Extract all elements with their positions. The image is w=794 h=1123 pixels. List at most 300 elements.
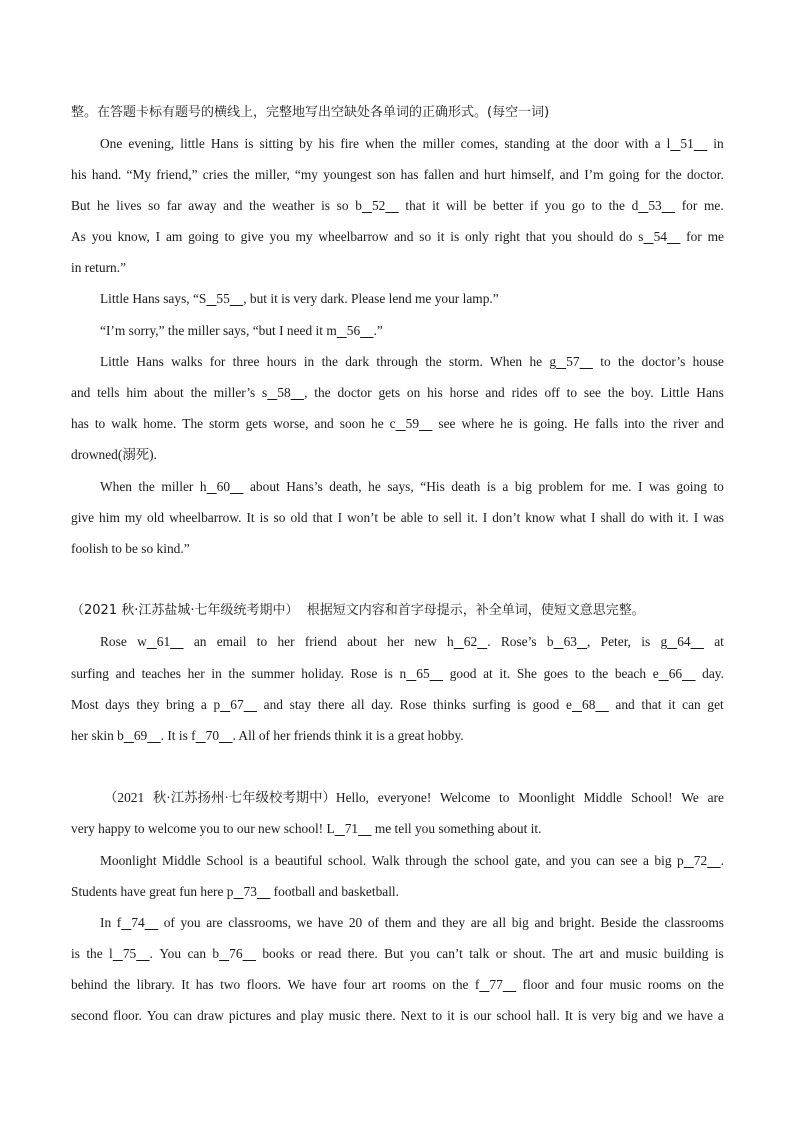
word: I (337, 510, 343, 525)
word: you (551, 229, 572, 244)
word: When (100, 479, 132, 494)
word: beautiful (274, 853, 323, 868)
word: all (492, 915, 507, 930)
word: day. (702, 666, 724, 681)
word: and (263, 697, 283, 712)
word: wheelbarrow (318, 229, 389, 244)
word: a (642, 853, 649, 868)
word: home. (143, 416, 177, 431)
blank-underline (257, 884, 270, 899)
blank-underline (335, 821, 345, 836)
word: me (707, 229, 724, 244)
text-line (71, 1006, 724, 1026)
word: so (148, 198, 161, 213)
word: Next (400, 1008, 427, 1023)
line-text: drowned(溺死). (71, 447, 157, 462)
word: good (532, 697, 560, 712)
word: give (71, 510, 95, 525)
word: classrooms, (228, 915, 292, 930)
blank-underline (396, 416, 406, 431)
word: the (642, 915, 659, 930)
word: to (713, 479, 724, 494)
word: the (607, 385, 625, 400)
word: her (277, 634, 295, 649)
blank-underline (219, 728, 232, 743)
word: thinks (433, 697, 466, 712)
word: horse (449, 385, 479, 400)
word: She (516, 666, 537, 681)
word: should (577, 229, 614, 244)
blank-underline (291, 385, 304, 400)
text-line (100, 134, 724, 154)
word: with (624, 136, 649, 151)
word: he (529, 354, 543, 369)
word: go (571, 198, 585, 213)
word: shout. (513, 946, 546, 961)
word: it (437, 229, 445, 244)
word: give (240, 229, 264, 244)
line-text: Students have great fun here p 73 football and basketball. (71, 884, 399, 899)
word: stay (289, 697, 312, 712)
word: and (545, 853, 566, 868)
word: he (371, 416, 384, 431)
word: him (99, 510, 120, 525)
word: is (486, 479, 496, 494)
word: is (714, 946, 724, 961)
word: and (559, 167, 579, 182)
word: l 51 (667, 134, 708, 154)
word: only (465, 229, 489, 244)
word: on (432, 977, 446, 992)
text-line (104, 788, 724, 808)
word: to (566, 385, 578, 400)
word: Walk (371, 853, 400, 868)
word: the (228, 666, 245, 681)
word: to (224, 229, 235, 244)
word: three (232, 354, 260, 369)
word: are (707, 790, 724, 805)
word: Rose (350, 666, 378, 681)
word: you (91, 229, 112, 244)
word: see (583, 385, 602, 400)
line-text: her skin b 69 . It is f 70 . All of her friends think it is a great hobby. (71, 728, 464, 743)
word: surfing (71, 666, 109, 681)
word: four (343, 977, 366, 992)
word: you (180, 915, 201, 930)
word: “My (126, 167, 152, 182)
word: floor (522, 977, 549, 992)
word: on (406, 385, 421, 400)
word: him (126, 385, 148, 400)
word: falls (595, 416, 619, 431)
word: and (394, 229, 414, 244)
word: sell (443, 510, 463, 525)
word: it. (467, 510, 478, 525)
word: far (166, 198, 182, 213)
word: to (574, 666, 586, 681)
word: so (273, 510, 286, 525)
blank-underline (667, 229, 680, 244)
blank-underline (230, 479, 243, 494)
word: He (573, 416, 590, 431)
word: on (687, 977, 702, 992)
blank-underline (454, 634, 464, 649)
word: and (642, 1008, 663, 1023)
blank-underline (419, 416, 432, 431)
blank-underline (147, 728, 160, 743)
word: and (615, 697, 635, 712)
text-line (71, 819, 724, 839)
word: his (318, 136, 335, 151)
line-text: “I’m sorry,” the miller says, “but I need it m 56 .” (100, 323, 383, 338)
word: miller’s (213, 385, 256, 400)
word: or (300, 946, 312, 961)
blank-underline (145, 915, 158, 930)
word: has (400, 167, 419, 182)
blank-underline (136, 946, 149, 961)
word: play (300, 1008, 324, 1023)
blank-underline (682, 666, 695, 681)
word: off (544, 385, 560, 400)
word: dark (345, 354, 370, 369)
word: and (223, 198, 243, 213)
word: cries (202, 167, 229, 182)
word: to (431, 1008, 443, 1023)
word: to (94, 416, 106, 431)
word: the (400, 136, 417, 151)
word: the (113, 977, 131, 992)
word: the (249, 198, 266, 213)
word: school. (327, 853, 367, 868)
word: for (589, 479, 606, 494)
word: there (317, 697, 345, 712)
word: d 53 (632, 196, 676, 216)
word: be (383, 510, 396, 525)
word: going. (533, 416, 568, 431)
word: wheelbarrow. (169, 510, 242, 525)
word: email (216, 634, 247, 649)
word: am (165, 229, 183, 244)
word: But (71, 198, 91, 213)
word: hand. (91, 167, 122, 182)
word: e 66 (653, 664, 696, 684)
word: the (138, 479, 155, 494)
word: at (714, 634, 724, 649)
word: It (181, 977, 190, 992)
text-line (71, 695, 724, 715)
word: big (511, 915, 529, 930)
word: through (405, 853, 447, 868)
blank-underline (580, 354, 593, 369)
word: to (428, 510, 439, 525)
word: walks (171, 354, 203, 369)
word: When (490, 354, 523, 369)
blank-underline (113, 946, 123, 961)
line-text: Little Hans says, “S 55 , but it is very dark. Please lend me your lamp.” (100, 291, 499, 306)
word: As (71, 229, 86, 244)
word: c 59 (390, 414, 433, 434)
word: p 72 . (677, 853, 724, 868)
word: for (681, 198, 698, 213)
word: big (654, 853, 672, 868)
blank-underline (638, 198, 648, 213)
word: to (591, 198, 602, 213)
blank-underline (694, 136, 707, 151)
word: read (318, 946, 342, 961)
word: into (624, 416, 645, 431)
blank-underline (572, 697, 582, 712)
word: do (630, 510, 645, 525)
word: for (686, 229, 702, 244)
text-line (71, 383, 724, 403)
word: everyone! (377, 790, 432, 805)
word: shall (600, 510, 626, 525)
text-line (71, 196, 724, 216)
word: in (303, 354, 315, 369)
word: away (188, 198, 217, 213)
word: tells (97, 385, 120, 400)
word: good (449, 666, 477, 681)
word: of (163, 915, 175, 930)
blank-underline (362, 198, 372, 213)
text-line (71, 726, 724, 746)
word: they (442, 915, 466, 930)
word: storm. (448, 354, 483, 369)
word: Peter, (600, 634, 631, 649)
word: Hans’s (286, 479, 323, 494)
word: can (596, 853, 615, 868)
word: school (474, 853, 510, 868)
word: the (665, 167, 682, 182)
word: death, (329, 479, 362, 494)
word: won’t (347, 510, 379, 525)
word: big (620, 1008, 638, 1023)
word: at (483, 666, 493, 681)
word: beach (614, 666, 647, 681)
word: see (620, 853, 638, 868)
word: evening, (128, 136, 175, 151)
word: if (529, 198, 539, 213)
blank-underline (406, 666, 416, 681)
word: there. (365, 1008, 396, 1023)
word: don’t (492, 510, 521, 525)
word: p 67 (214, 695, 258, 715)
word: school (496, 1008, 532, 1023)
word: my (124, 510, 142, 525)
word: you (409, 946, 430, 961)
word: behind (71, 977, 108, 992)
blank-underline (430, 666, 443, 681)
word: to (600, 354, 611, 369)
word: her (387, 634, 405, 649)
word: weather (272, 198, 315, 213)
word: or (495, 946, 507, 961)
word: the (86, 946, 103, 961)
word: about (154, 385, 184, 400)
blank-underline (477, 634, 487, 649)
word: You (159, 946, 182, 961)
word: rooms (392, 977, 426, 992)
word: h 62 . (447, 634, 491, 649)
word: his (71, 167, 87, 182)
word: comes, (460, 136, 499, 151)
word: books (262, 946, 295, 961)
word: the (650, 416, 668, 431)
word: two (220, 977, 241, 992)
word: a (654, 136, 661, 151)
word: is (383, 666, 393, 681)
word: and (115, 666, 135, 681)
word: miller (161, 479, 194, 494)
blank-underline (577, 634, 587, 649)
word: goes (543, 666, 569, 681)
word: with (649, 510, 673, 525)
word: rides (511, 385, 538, 400)
word: right (494, 229, 520, 244)
text-line (71, 165, 724, 185)
blank-underline (670, 136, 680, 151)
word: fallen (423, 167, 455, 182)
text-line (71, 227, 724, 247)
word: the (591, 666, 609, 681)
word: School (206, 853, 244, 868)
word: rooms (647, 977, 682, 992)
word: Little (660, 385, 690, 400)
text-line (100, 913, 724, 933)
word: four (580, 977, 604, 992)
word: is (259, 510, 269, 525)
text-line (71, 944, 724, 964)
word: that (641, 697, 662, 712)
word: so (336, 198, 349, 213)
word: and (534, 915, 554, 930)
word: by (299, 136, 313, 151)
blank-underline (554, 634, 564, 649)
word: Beside (600, 915, 637, 930)
word: surfing (472, 697, 511, 712)
word: “my (294, 167, 318, 182)
word: do (619, 229, 633, 244)
word: he (500, 416, 513, 431)
word: me. (703, 198, 724, 213)
text-line (71, 539, 724, 559)
word: Middle (162, 853, 201, 868)
word: and (599, 946, 620, 961)
word: miller (422, 136, 455, 151)
word: days (105, 697, 130, 712)
text-line (71, 445, 724, 465)
word: the (608, 198, 625, 213)
word: We (681, 790, 699, 805)
word: Hans (696, 385, 724, 400)
word: them (384, 915, 412, 930)
word: a (263, 853, 270, 868)
word: when (365, 136, 395, 151)
word: and (71, 385, 91, 400)
text-line (71, 664, 724, 684)
word: can’t (436, 946, 463, 961)
word: pictures (228, 1008, 272, 1023)
word: But (384, 946, 404, 961)
word: there. (347, 946, 378, 961)
word: know (525, 510, 556, 525)
word: the (233, 167, 250, 182)
word: in (211, 666, 222, 681)
word: are (470, 915, 488, 930)
word: is (641, 634, 651, 649)
blank-underline (662, 198, 675, 213)
word: house (692, 354, 724, 369)
word: h 60 (200, 477, 244, 497)
word: is (459, 1008, 469, 1023)
word: I’m (584, 167, 604, 182)
blank-underline (124, 728, 134, 743)
word: have (311, 977, 337, 992)
word: We (287, 977, 306, 992)
word: so (419, 229, 432, 244)
word: I (591, 510, 596, 525)
word: classrooms (664, 915, 724, 930)
word: miller, (254, 167, 290, 182)
word: it. (499, 666, 511, 681)
word: to (256, 634, 268, 649)
word: g 64 (660, 632, 704, 652)
word: soon (339, 416, 366, 431)
word: walk (111, 416, 138, 431)
word: better (492, 198, 524, 213)
blank-underline (644, 229, 654, 244)
blank-underline (267, 385, 277, 400)
word: you (570, 853, 591, 868)
word: what (560, 510, 587, 525)
word: through (376, 354, 418, 369)
word: for (644, 167, 661, 182)
word: teaches (141, 666, 181, 681)
word: very (591, 1008, 616, 1023)
word: a (502, 479, 509, 494)
word: It (246, 510, 255, 525)
word: Rose (100, 634, 127, 649)
word: me. (611, 479, 632, 494)
blank-underline (358, 821, 371, 836)
word: b 52 (355, 196, 399, 216)
word: he (368, 479, 381, 494)
text-line (100, 289, 724, 309)
word: his (427, 385, 443, 400)
blank-underline (196, 728, 206, 743)
word: is (517, 697, 526, 712)
word: b 76 (212, 944, 256, 964)
word: Middle (583, 790, 623, 805)
word: our (473, 1008, 492, 1023)
text-line (71, 975, 724, 995)
word: of (367, 915, 379, 930)
word: is (577, 1008, 587, 1023)
word: is (321, 198, 331, 213)
blank-underline (667, 634, 677, 649)
word: going (608, 167, 640, 182)
word: death (451, 479, 481, 494)
blank-underline (121, 915, 131, 930)
word: about (249, 479, 280, 494)
word: n 65 (400, 664, 444, 684)
word: has (195, 977, 214, 992)
text-line (100, 632, 724, 652)
word: You (146, 1008, 169, 1023)
word: will (446, 198, 467, 213)
word: Most (71, 697, 99, 712)
word: sitting (259, 136, 294, 151)
